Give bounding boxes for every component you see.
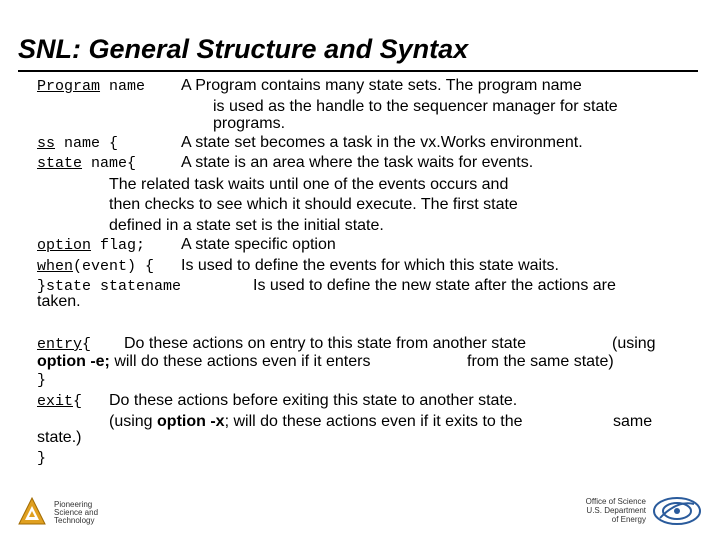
option-flag: flag; <box>91 237 146 254</box>
state-desc-4: defined in a state set is the initial state. <box>109 217 384 234</box>
footer-right-line-2: U.S. Department <box>586 506 646 515</box>
transition-desc-1: Is used to define the new state after the actions are <box>253 277 616 294</box>
entry-desc-1b: (using <box>612 335 656 352</box>
state-desc-2: The related task waits until one of the events occurs and <box>109 176 509 193</box>
entry-desc-1: Do these actions on entry to this state from another state <box>124 335 526 352</box>
when-keyword: when <box>37 258 74 275</box>
when-line <box>37 256 154 277</box>
footer-left-line-3: Technology <box>54 516 95 525</box>
entry-option-e: option -e; <box>37 353 110 370</box>
footer-left-line-1: Pioneering <box>54 500 93 509</box>
exit-desc-2-line <box>109 412 523 432</box>
state-desc-3: then checks to see which it should execute. The first state <box>109 196 518 213</box>
exit-desc-1: Do these actions before exiting this state to another state. <box>109 392 518 409</box>
ss-line <box>37 133 118 154</box>
program-desc-2: is used as the handle to the sequencer manager for state <box>213 98 618 115</box>
entry-desc-2: will do these actions even if it enters <box>109 353 371 370</box>
footer-right-line-1: Office of Science <box>585 497 646 506</box>
program-desc-1: A Program contains many state sets. The program name <box>181 77 582 94</box>
exit-keyword: exit <box>37 393 74 410</box>
state-name: name{ <box>82 155 137 172</box>
transition-code: }state statename <box>37 278 182 295</box>
option-line <box>37 235 145 256</box>
entry-keyword: entry <box>37 336 83 353</box>
exit-brace: { <box>73 393 83 410</box>
option-desc: A state specific option <box>181 236 336 253</box>
transition-desc-2: taken. <box>37 293 81 310</box>
when-desc: Is used to define the events for which this state waits. <box>181 257 559 274</box>
program-keyword: Program <box>37 78 101 95</box>
exit-desc-2-pre: (using <box>109 413 158 430</box>
footer-left-line-2: Science and <box>54 508 99 517</box>
ss-keyword: ss <box>37 135 56 152</box>
page-title: SNL: General Structure and Syntax <box>18 34 469 64</box>
when-event: (event) { <box>73 258 155 275</box>
ss-name: name { <box>55 135 119 152</box>
argonne-logo-icon <box>18 496 46 531</box>
entry-desc-2-line <box>37 352 370 372</box>
exit-line <box>37 391 82 412</box>
ss-desc: A state set becomes a task in the vx.Works environment. <box>181 134 583 151</box>
program-name: name <box>100 78 146 95</box>
exit-desc-2-post: ; will do these actions even if it exits to the <box>224 413 523 430</box>
state-keyword: state <box>37 155 83 172</box>
footer-right-line-3: of Energy <box>611 515 646 524</box>
exit-option-x: option -x <box>157 413 225 430</box>
exit-desc-3: state.) <box>37 429 82 446</box>
doe-office-of-science-logo-icon <box>652 496 702 531</box>
exit-desc-2b: same <box>613 413 653 430</box>
entry-desc-2b: from the same state) <box>467 353 614 370</box>
state-line <box>37 153 136 174</box>
program-desc-3: programs. <box>213 115 286 132</box>
entry-brace: { <box>82 336 92 353</box>
exit-close-brace: } <box>37 450 47 467</box>
option-keyword: option <box>37 237 92 254</box>
entry-close-brace: } <box>37 372 47 389</box>
program-line <box>37 76 145 97</box>
title-divider <box>18 70 698 72</box>
state-desc-1: A state is an area where the task waits for events. <box>181 154 534 171</box>
